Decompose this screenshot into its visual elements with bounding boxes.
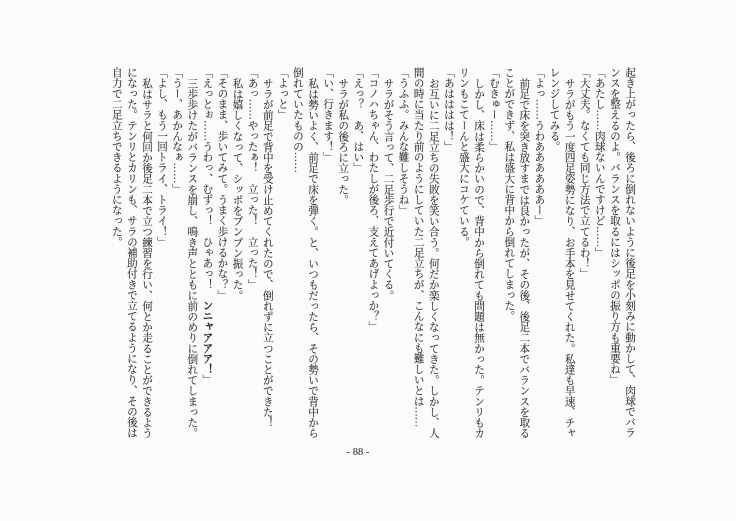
emphasized-text-run: ンニャアアア！ [201, 300, 213, 375]
text-paragraph [592, 67, 607, 445]
text-run: お互いに二足立ちの失敗を笑い合う。何だか楽しくなってきた。しかし、人間の時に当たり前のようにしていた二足立ちが、こんなにも難しいとは…… [412, 67, 439, 438]
page-text [109, 67, 637, 445]
text-run: 「あたし……肉球ないんですけど……」 [593, 67, 605, 258]
text-paragraph [607, 67, 637, 445]
text-run: サラがそう言って、二足歩行で近付いてくる。 [382, 77, 394, 301]
text-paragraph [199, 67, 214, 445]
text-paragraph [577, 67, 592, 445]
text-run: 私はサラと何回か後足二本で立つ練習を行い、何とか走ることができるようになった。テンリとカリンも、サラの補助付きで立てるようになり、その後は自力で二足立ちできるようになった。 [110, 67, 152, 438]
text-run: サラが前足で背中を受け止めてくれたので、倒れずに立つことができた！ [261, 77, 273, 428]
text-paragraph [290, 67, 320, 445]
text-run: 私は勢いよく、前足で床を弾く。と、いつもだったら、その勢いで背中から倒れていたものの…… [291, 67, 319, 438]
text-run: 「あはははは！」 [442, 67, 454, 152]
text-paragraph [184, 67, 199, 445]
text-run: 起き上がったら、後ろに倒れないように後足を小刻みに動かして、肉球でバランスを整えるのよ。バランスを取るにはシッポの振り方も重要ね」 [608, 67, 635, 438]
text-paragraph [245, 67, 260, 445]
text-paragraph [411, 67, 441, 445]
text-paragraph [154, 67, 169, 445]
page-number: - 88 - [346, 447, 370, 458]
text-paragraph [365, 67, 380, 445]
text-run: 前足で床を突き放すまでは良かったが、その後、後足二本でバランスを取ることができず、私は盛大に背中から倒れてしまった。 [503, 67, 530, 438]
text-run: 「よし、もう一回トライ、トライ！」 [156, 67, 168, 248]
text-paragraph [229, 67, 244, 445]
text-paragraph [260, 67, 275, 445]
text-paragraph [456, 67, 486, 445]
text-paragraph [501, 67, 531, 445]
text-run: サラがもう一度四足姿勢になり、お手本を見せてくれた。私達も早速、チャレンジしてみる。 [548, 67, 575, 438]
text-paragraph [275, 67, 290, 445]
text-paragraph [320, 67, 335, 445]
text-run: 「むきゅー……」 [488, 67, 500, 152]
text-run: 「うー、あかんなぁ……」 [171, 67, 183, 195]
text-paragraph [214, 67, 229, 445]
text-run: 「あっ……やったぁ！ 立った！ 立った！」 [246, 67, 258, 290]
text-run: 「そのまま、歩いてみて。うまく歩けるかな？」 [216, 67, 228, 301]
text-run: 「えっ？ あ、はい」 [352, 67, 364, 173]
text-run: しかし、床は柔らかいので、背中から倒れても問題は無かった。テンリもカリンもこてーんと盛大にコケている。 [457, 67, 485, 438]
text-run: サラが私の後ろに立った。 [337, 77, 349, 205]
text-paragraph [335, 67, 350, 445]
text-run: 「大丈夫。なくても同じ方法で立てるわ！」 [578, 67, 590, 279]
text-run: 「うふふ。みんな難しそうね」 [397, 67, 409, 216]
text-paragraph [109, 67, 154, 445]
text-paragraph [380, 67, 395, 445]
text-paragraph [486, 67, 501, 445]
text-run: 私は嬉しくなって、シッポをブンブン振った。 [231, 77, 243, 301]
text-paragraph [350, 67, 365, 445]
text-run: 三歩歩けたがバランスを崩し、鳴き声とともに前のめりに倒れてしまった。 [186, 77, 198, 438]
text-run: 「よっ……うわああああああー」 [533, 67, 545, 226]
text-paragraph [531, 67, 546, 445]
text-run: 「コノハちゃん、わたしが後ろ、支えてあげよっか？」 [367, 67, 379, 332]
text-run: 」 [201, 374, 213, 385]
text-paragraph [169, 67, 184, 445]
text-paragraph [546, 67, 576, 445]
text-paragraph [441, 67, 456, 445]
text-paragraph [396, 67, 411, 445]
text-run: 「い、行きます！」 [322, 67, 334, 163]
text-run: 「よっと」 [276, 67, 288, 120]
text-run: 「えっとぉ……うわっ、むずっ！ ひゃあっ！ [201, 67, 213, 301]
